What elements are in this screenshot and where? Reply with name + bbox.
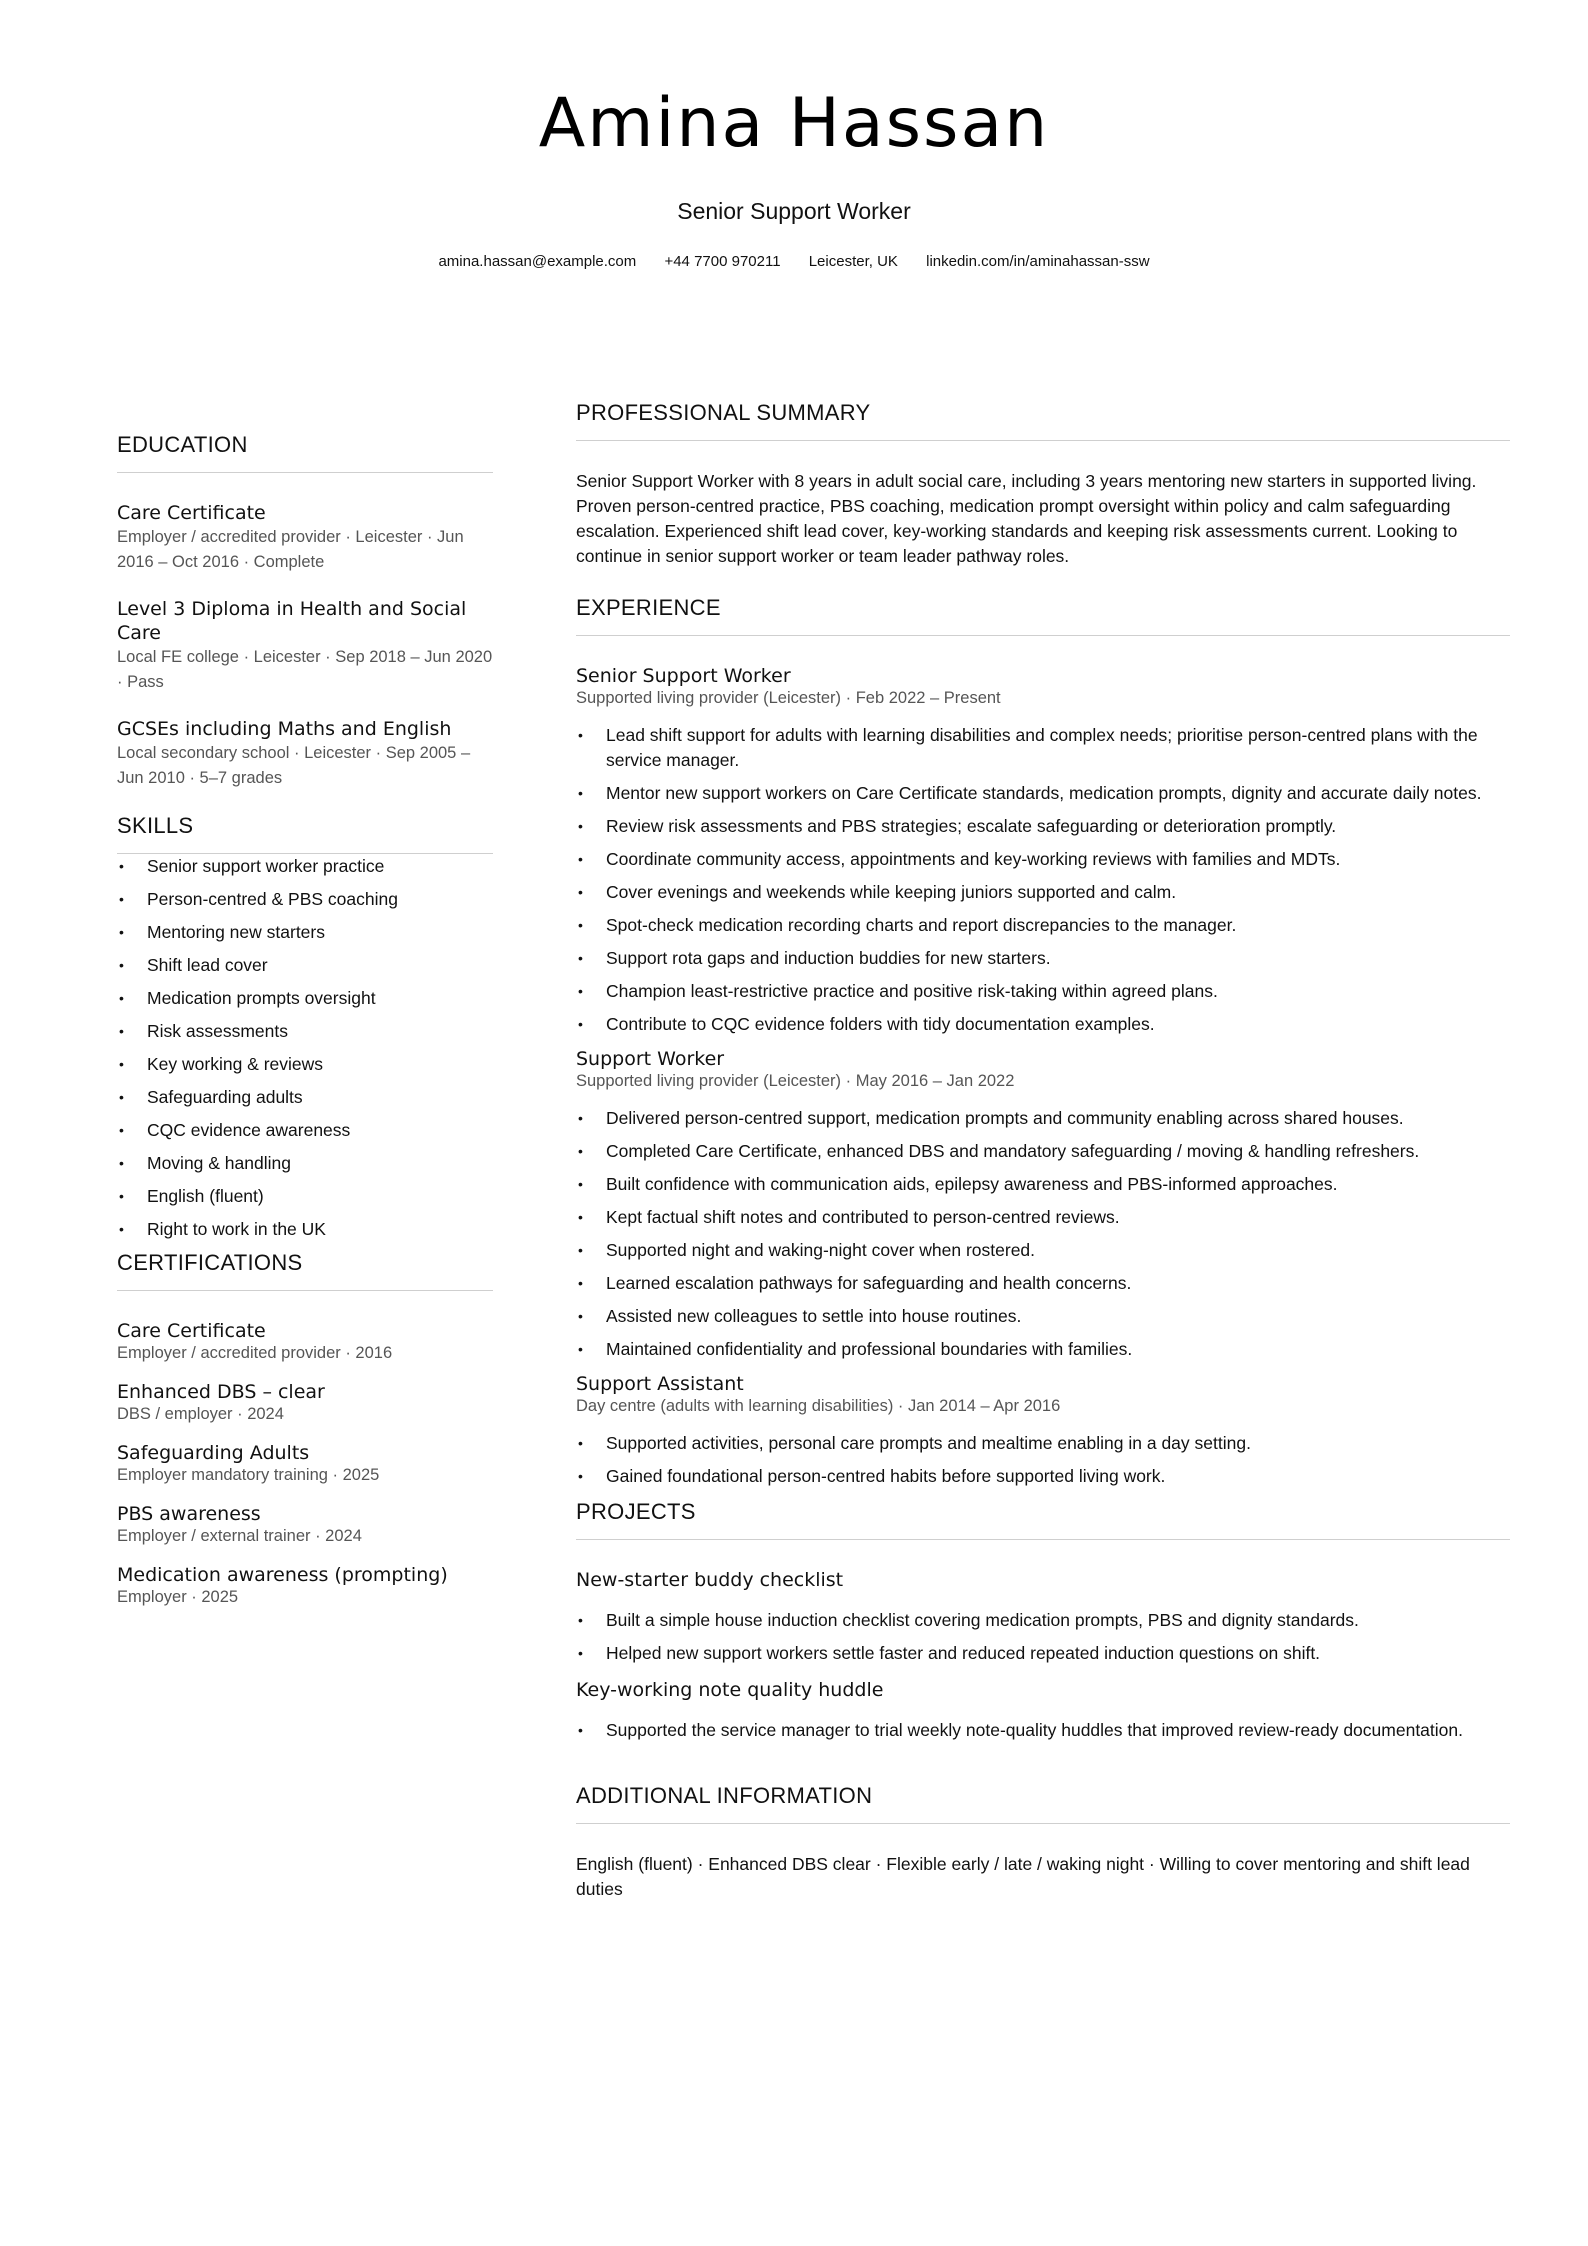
certification-item bbox=[117, 1563, 493, 1608]
contact-location: Leicester, UK bbox=[808, 253, 898, 270]
additional-heading: ADDITIONAL INFORMATION bbox=[576, 1783, 1510, 1824]
certification-details: Employer mandatory training · 2025 bbox=[117, 1466, 380, 1484]
certification-item bbox=[117, 1319, 493, 1364]
education-title: GCSEs including Maths and English bbox=[117, 718, 452, 740]
job-bullet: • Learned escalation pathways for safeguarding and health concerns. bbox=[576, 1271, 1510, 1296]
project-bullets bbox=[576, 1718, 1510, 1743]
certification-title: PBS awareness bbox=[117, 1503, 261, 1525]
skills-list bbox=[117, 854, 493, 1242]
project-entry bbox=[576, 1678, 1510, 1743]
skill-item: • Medication prompts oversight bbox=[117, 986, 493, 1011]
education-section bbox=[117, 432, 493, 791]
job-bullet: • Kept factual shift notes and contributed to person-centred reviews. bbox=[576, 1205, 1510, 1230]
job-bullet: • Champion least-restrictive practice and positive risk-taking within agreed plans. bbox=[576, 979, 1510, 1004]
job-title: Support Worker bbox=[576, 1048, 725, 1070]
contact-line bbox=[0, 253, 1588, 270]
job-entry bbox=[576, 1372, 1510, 1489]
skills-section bbox=[117, 813, 493, 1242]
skill-item: • Shift lead cover bbox=[117, 953, 493, 978]
skill-item: • Safeguarding adults bbox=[117, 1085, 493, 1110]
skill-item: • CQC evidence awareness bbox=[117, 1118, 493, 1143]
summary-heading: PROFESSIONAL SUMMARY bbox=[576, 400, 1510, 441]
certifications-heading: CERTIFICATIONS bbox=[117, 1250, 493, 1291]
job-bullet: • Built confidence with communication aids, epilepsy awareness and PBS-informed approaches. bbox=[576, 1172, 1510, 1197]
left-column bbox=[117, 432, 493, 1624]
skills-heading: SKILLS bbox=[117, 813, 493, 854]
education-details: Employer / accredited provider · Leicester · Jun 2016 – Oct 2016 · Complete bbox=[117, 528, 464, 571]
job-bullets bbox=[576, 1106, 1510, 1362]
certification-title: Care Certificate bbox=[117, 1320, 266, 1342]
project-bullet: • Built a simple house induction checklist covering medication prompts, PBS and dignity standards. bbox=[576, 1608, 1510, 1633]
education-item bbox=[117, 717, 493, 791]
job-bullet: • Supported activities, personal care prompts and mealtime enabling in a day setting. bbox=[576, 1431, 1510, 1456]
experience-section bbox=[576, 595, 1510, 1489]
education-heading: EDUCATION bbox=[117, 432, 493, 473]
skill-item: • Senior support worker practice bbox=[117, 854, 493, 879]
job-bullet: • Contribute to CQC evidence folders with tidy documentation examples. bbox=[576, 1012, 1510, 1037]
summary-text: Senior Support Worker with 8 years in adult social care, including 3 years mentoring new starters in supported living. Proven person-centred practice, PBS coaching, medication prompt oversight within policy and calm safeguarding escalation. Experienced shift lead cover, key-working standards and keeping risk assessments current. Looking to continue in senior support worker or team leader pathway roles. bbox=[576, 471, 1477, 566]
education-details: Local secondary school · Leicester · Sep 2005 – Jun 2010 · 5–7 grades bbox=[117, 744, 471, 787]
certification-item bbox=[117, 1441, 493, 1486]
skill-item: • Person-centred & PBS coaching bbox=[117, 887, 493, 912]
certifications-section bbox=[117, 1250, 493, 1608]
job-bullet: • Mentor new support workers on Care Certificate standards, medication prompts, dignity and accurate daily notes. bbox=[576, 781, 1510, 806]
right-column bbox=[576, 400, 1510, 1902]
additional-section bbox=[576, 1783, 1510, 1902]
job-bullet: • Coordinate community access, appointments and key-working reviews with families and MDTs. bbox=[576, 847, 1510, 872]
job-bullet: • Completed Care Certificate, enhanced DBS and mandatory safeguarding / moving & handling refreshers. bbox=[576, 1139, 1510, 1164]
job-bullet: • Review risk assessments and PBS strategies; escalate safeguarding or deterioration promptly. bbox=[576, 814, 1510, 839]
job-bullet: • Supported night and waking-night cover when rostered. bbox=[576, 1238, 1510, 1263]
job-bullet: • Spot-check medication recording charts and report discrepancies to the manager. bbox=[576, 913, 1510, 938]
education-item bbox=[117, 597, 493, 695]
candidate-name: Amina Hassan bbox=[538, 84, 1050, 163]
resume-header bbox=[0, 84, 1588, 270]
job-bullet: • Support rota gaps and induction buddies for new starters. bbox=[576, 946, 1510, 971]
additional-text: English (fluent) · Enhanced DBS clear · Flexible early / late / waking night · Willing to cover mentoring and shift lead duties bbox=[576, 1854, 1470, 1899]
skill-item: • Right to work in the UK bbox=[117, 1217, 493, 1242]
education-item bbox=[117, 501, 493, 575]
certification-details: DBS / employer · 2024 bbox=[117, 1405, 284, 1423]
job-bullet: • Delivered person-centred support, medication prompts and community enabling across shared houses. bbox=[576, 1106, 1510, 1131]
job-title: Support Assistant bbox=[576, 1373, 744, 1395]
certification-title: Medication awareness (prompting) bbox=[117, 1564, 448, 1586]
project-title: New-starter buddy checklist bbox=[576, 1569, 844, 1591]
skill-item: • English (fluent) bbox=[117, 1184, 493, 1209]
skill-item: • Mentoring new starters bbox=[117, 920, 493, 945]
candidate-title: Senior Support Worker bbox=[677, 198, 911, 224]
certification-item bbox=[117, 1380, 493, 1425]
job-details: Supported living provider (Leicester) · Feb 2022 – Present bbox=[576, 689, 1001, 707]
summary-section bbox=[576, 400, 1510, 569]
education-title: Care Certificate bbox=[117, 502, 266, 524]
job-entry bbox=[576, 664, 1510, 1037]
skill-item: • Moving & handling bbox=[117, 1151, 493, 1176]
certification-details: Employer · 2025 bbox=[117, 1588, 239, 1606]
project-bullet: • Helped new support workers settle faster and reduced repeated induction questions on shift. bbox=[576, 1641, 1510, 1666]
skill-item: • Risk assessments bbox=[117, 1019, 493, 1044]
job-entry bbox=[576, 1047, 1510, 1362]
project-bullets bbox=[576, 1608, 1510, 1666]
job-bullet: • Lead shift support for adults with learning disabilities and complex needs; prioritise person-centred plans with the service manager. bbox=[576, 723, 1510, 773]
contact-phone: +44 7700 970211 bbox=[664, 253, 781, 270]
project-entry bbox=[576, 1568, 1510, 1666]
job-details: Day centre (adults with learning disabilities) · Jan 2014 – Apr 2016 bbox=[576, 1397, 1061, 1415]
job-bullets bbox=[576, 723, 1510, 1037]
skill-item: • Key working & reviews bbox=[117, 1052, 493, 1077]
experience-heading: EXPERIENCE bbox=[576, 595, 1510, 636]
project-title: Key-working note quality huddle bbox=[576, 1679, 884, 1701]
job-bullet: • Assisted new colleagues to settle into house routines. bbox=[576, 1304, 1510, 1329]
project-bullet: • Supported the service manager to trial weekly note-quality huddles that improved review-ready documentation. bbox=[576, 1718, 1510, 1743]
projects-section bbox=[576, 1499, 1510, 1743]
job-bullet: • Cover evenings and weekends while keeping juniors supported and calm. bbox=[576, 880, 1510, 905]
contact-email: amina.hassan@example.com bbox=[438, 253, 637, 270]
education-details: Local FE college · Leicester · Sep 2018 – Jun 2020 · Pass bbox=[117, 648, 493, 691]
education-title: Level 3 Diploma in Health and Social Care bbox=[117, 598, 467, 644]
certification-details: Employer / accredited provider · 2016 bbox=[117, 1344, 393, 1362]
contact-linkedin: linkedin.com/in/aminahassan-ssw bbox=[926, 253, 1150, 270]
job-details: Supported living provider (Leicester) · May 2016 – Jan 2022 bbox=[576, 1072, 1015, 1090]
job-bullet: • Maintained confidentiality and professional boundaries with families. bbox=[576, 1337, 1510, 1362]
projects-heading: PROJECTS bbox=[576, 1499, 1510, 1540]
job-bullet: • Gained foundational person-centred habits before supported living work. bbox=[576, 1464, 1510, 1489]
job-title: Senior Support Worker bbox=[576, 665, 791, 687]
certification-title: Enhanced DBS – clear bbox=[117, 1381, 325, 1403]
job-bullets bbox=[576, 1431, 1510, 1489]
certification-title: Safeguarding Adults bbox=[117, 1442, 310, 1464]
certification-item bbox=[117, 1502, 493, 1547]
certification-details: Employer / external trainer · 2024 bbox=[117, 1527, 362, 1545]
